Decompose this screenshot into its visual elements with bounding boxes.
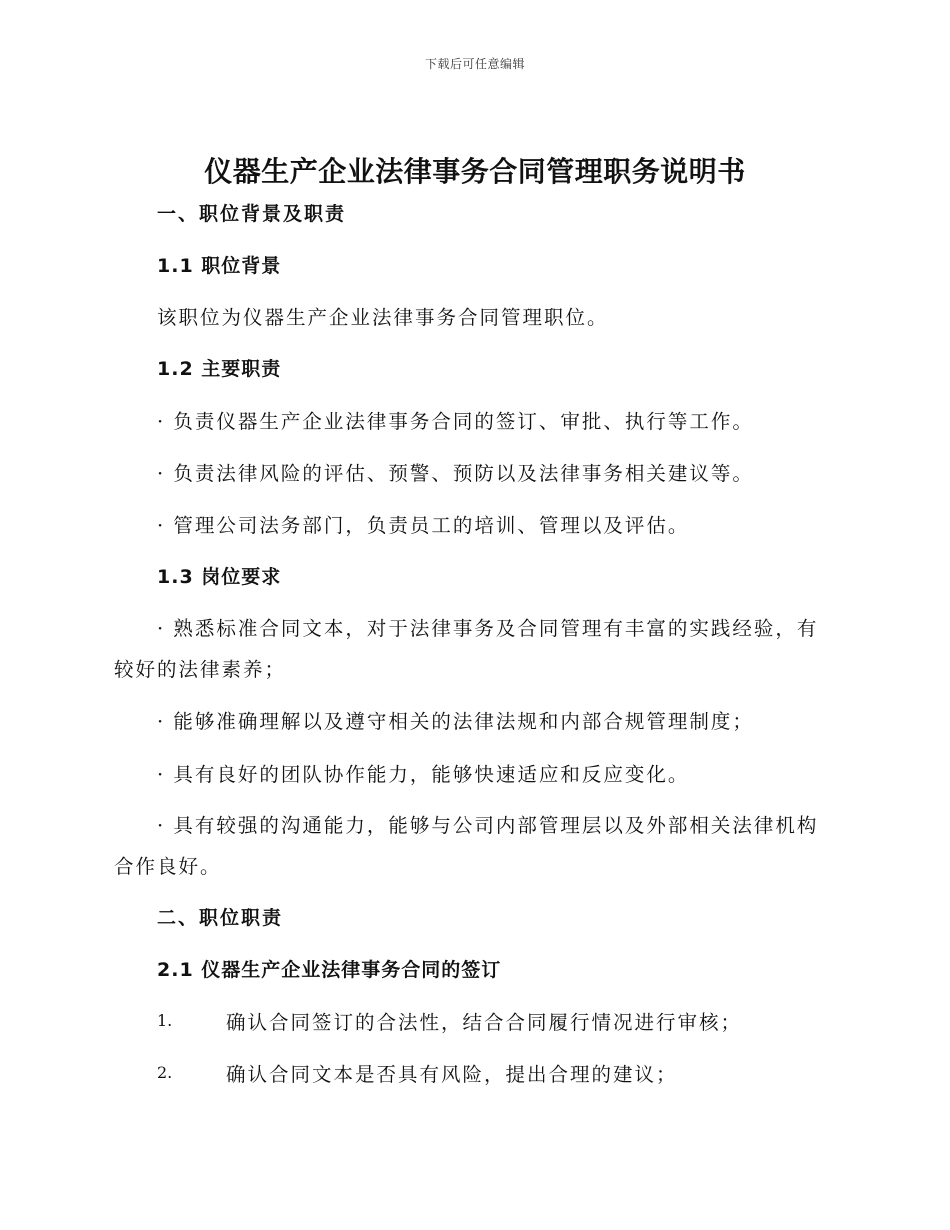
s13-item-1-line1: · 熟悉标准合同文本，对于法律事务及合同管理有丰富的实践经验，有 xyxy=(157,617,819,640)
s11-text: 该职位为仪器生产企业法律事务合同管理职位。 xyxy=(157,306,609,329)
section1-heading: 一、职位背景及职责 xyxy=(157,203,347,225)
header-note: 下载后可任意编辑 xyxy=(424,57,525,71)
s12-item-2: · 负责法律风险的评估、预警、预防以及法律事务相关建议等。 xyxy=(157,462,754,485)
s21-heading: 2.1 仪器生产企业法律事务合同的签订 xyxy=(157,959,502,981)
s13-item-4-line2: 合作良好。 xyxy=(114,855,222,878)
s11-heading: 1.1 职位背景 xyxy=(157,255,282,277)
s12-item-3: · 管理公司法务部门，负责员工的培训、管理以及评估。 xyxy=(157,514,690,537)
s13-item-2: · 能够准确理解以及遵守相关的法律法规和内部合规管理制度； xyxy=(157,710,754,733)
s21-item-1-text: 确认合同签订的合法性，结合合同履行情况进行审核； xyxy=(226,1011,743,1034)
s12-heading: 1.2 主要职责 xyxy=(157,358,282,380)
section2-heading: 二、职位职责 xyxy=(157,907,284,929)
s13-item-3: · 具有良好的团队协作能力，能够快速适应和反应变化。 xyxy=(157,763,690,786)
s21-item-1-number: 1. xyxy=(157,1011,173,1030)
s21-item-2-number: 2. xyxy=(157,1063,173,1082)
document-title: 仪器生产企业法律事务合同管理职务说明书 xyxy=(204,155,746,188)
s13-heading: 1.3 岗位要求 xyxy=(157,566,282,588)
s13-item-4-line1: · 具有较强的沟通能力，能够与公司内部管理层以及外部相关法律机构 xyxy=(157,814,819,837)
s12-item-1: · 负责仪器生产企业法律事务合同的签订、审批、执行等工作。 xyxy=(157,410,754,433)
s21-item-2-text: 确认合同文本是否具有风险，提出合理的建议； xyxy=(226,1063,678,1086)
s13-item-1-line2: 较好的法律素养； xyxy=(114,658,287,681)
